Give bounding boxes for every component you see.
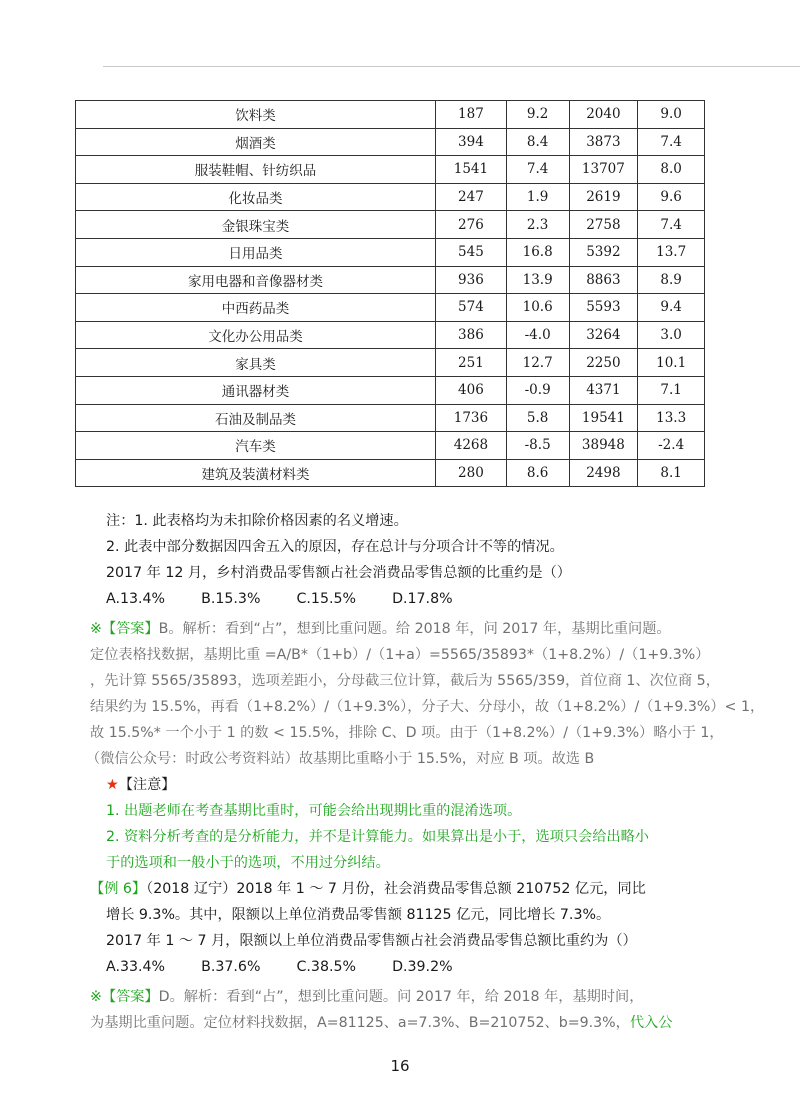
- category-cell: 服装鞋帽、针纺织品: [76, 156, 436, 184]
- value-cell: 1736: [436, 404, 507, 432]
- value-cell: 8.0: [638, 156, 705, 184]
- category-cell: 建筑及装潢材料类: [76, 459, 436, 487]
- value-cell: 8.4: [506, 128, 569, 156]
- value-cell: 545: [436, 238, 507, 266]
- category-cell: 通讯器材类: [76, 376, 436, 404]
- value-cell: 7.4: [638, 128, 705, 156]
- example-6-line-2: 增长 9.3%。其中，限额以上单位消费品零售额 81125 亿元，同比增长 7.3%。: [106, 907, 611, 923]
- value-cell: 10.6: [506, 294, 569, 322]
- value-cell: 2619: [569, 183, 638, 211]
- value-cell: 8.6: [506, 459, 569, 487]
- category-cell: 烟酒类: [76, 128, 436, 156]
- value-cell: 1541: [436, 156, 507, 184]
- value-cell: 5593: [569, 294, 638, 322]
- answer-2-line-1: ※【答案】D。解析：看到“占”，想到比重问题。问 2017 年，给 2018 年，基期时间，: [90, 989, 644, 1005]
- value-cell: 4371: [569, 376, 638, 404]
- table-row: [76, 211, 705, 239]
- value-cell: 936: [436, 266, 507, 294]
- category-cell: 家用电器和音像器材类: [76, 266, 436, 294]
- answer-1-line-1: ※【答案】B。解析：看到“占”，想到比重问题。给 2018 年，问 2017 年，基期比重问题。: [90, 621, 671, 637]
- page-number: 16: [390, 1057, 410, 1075]
- value-cell: 394: [436, 128, 507, 156]
- value-cell: 3264: [569, 321, 638, 349]
- value-cell: 7.4: [506, 156, 569, 184]
- answer-1-line-5: 故 15.5%* 一个小于 1 的数 < 15.5%，排除 C、D 项。由于（1+8.2%）/（1+9.3%）略小于 1，: [90, 725, 724, 741]
- answer-2-line-2: 为基期比重问题。定位材料找数据，A=81125、a=7.3%、B=210752、b=9.3%，代入公: [90, 1015, 673, 1031]
- category-cell: 石油及制品类: [76, 404, 436, 432]
- value-cell: 3.0: [638, 321, 705, 349]
- value-cell: 2758: [569, 211, 638, 239]
- attention-item-2a: 2. 资料分析考查的是分析能力，并不是计算能力。如果算出是小于，选项只会给出略小: [106, 829, 649, 845]
- table-row: [76, 459, 705, 487]
- category-cell: 日用品类: [76, 238, 436, 266]
- value-cell: 9.0: [638, 101, 705, 129]
- value-cell: 13.9: [506, 266, 569, 294]
- value-cell: 13.7: [638, 238, 705, 266]
- value-cell: 247: [436, 183, 507, 211]
- answer-1-line-2: 定位表格找数据，基期比重 =A/B*（1+b）/（1+a）=5565/35893*（1+8.2%）/（1+9.3%）: [90, 647, 710, 663]
- value-cell: 2498: [569, 459, 638, 487]
- table-row: [76, 238, 705, 266]
- value-cell: 2040: [569, 101, 638, 129]
- value-cell: 9.2: [506, 101, 569, 129]
- attention-heading: ★【注意】: [106, 777, 176, 793]
- value-cell: 276: [436, 211, 507, 239]
- value-cell: 9.4: [638, 294, 705, 322]
- table-row: [76, 321, 705, 349]
- answer-1-line-4: 结果约为 15.5%，再看（1+8.2%）/（1+9.3%），分子大、分母小，故（1+8.2%）/（1+9.3%）< 1，: [90, 699, 765, 715]
- category-cell: 汽车类: [76, 432, 436, 460]
- table-row: [76, 294, 705, 322]
- value-cell: 187: [436, 101, 507, 129]
- value-cell: 406: [436, 376, 507, 404]
- answer-1-line-3: ，先计算 5565/35893，选项差距小，分母截三位计算，截后为 5565/359，首位商 1、次位商 5，: [90, 673, 720, 689]
- value-cell: 2.3: [506, 211, 569, 239]
- value-cell: 8.9: [638, 266, 705, 294]
- table-row: [76, 349, 705, 377]
- category-cell: 中西药品类: [76, 294, 436, 322]
- value-cell: -2.4: [638, 432, 705, 460]
- value-cell: 7.4: [638, 211, 705, 239]
- question-2: 2017 年 1 ～ 7 月，限额以上单位消费品零售额占社会消费品零售总额比重约为（）: [106, 933, 637, 949]
- retail-sales-table: [75, 100, 705, 487]
- value-cell: 16.8: [506, 238, 569, 266]
- example-6-line-1: 【例 6】（2018 辽宁）2018 年 1 ～ 7 月份，社会消费品零售总额 210752 亿元，同比: [90, 881, 646, 897]
- value-cell: 3873: [569, 128, 638, 156]
- value-cell: 9.6: [638, 183, 705, 211]
- value-cell: 5392: [569, 238, 638, 266]
- answer-1-line-6: （微信公众号：时政公考资料站）故基期比重略小于 15.5%，对应 B 项。故选 B: [86, 751, 595, 767]
- attention-item-2b: 于的选项和一般小于的选项，不用过分纠结。: [106, 855, 390, 871]
- value-cell: 8863: [569, 266, 638, 294]
- value-cell: 19541: [569, 404, 638, 432]
- value-cell: 386: [436, 321, 507, 349]
- table-row: [76, 376, 705, 404]
- table-row: [76, 128, 705, 156]
- category-cell: 家具类: [76, 349, 436, 377]
- note-2: 2. 此表中部分数据因四舍五入的原因，存在总计与分项合计不等的情况。: [106, 539, 564, 555]
- attention-item-1: 1. 出题老师在考查基期比重时，可能会给出现期比重的混淆选项。: [106, 803, 522, 819]
- value-cell: 2250: [569, 349, 638, 377]
- value-cell: 7.1: [638, 376, 705, 404]
- value-cell: 280: [436, 459, 507, 487]
- category-cell: 金银珠宝类: [76, 211, 436, 239]
- value-cell: -8.5: [506, 432, 569, 460]
- question-2-options: A.33.4% B.37.6% C.38.5% D.39.2%: [106, 959, 453, 975]
- value-cell: 4268: [436, 432, 507, 460]
- category-cell: 化妆品类: [76, 183, 436, 211]
- value-cell: 8.1: [638, 459, 705, 487]
- value-cell: 251: [436, 349, 507, 377]
- value-cell: 1.9: [506, 183, 569, 211]
- value-cell: 5.8: [506, 404, 569, 432]
- star-icon: ★: [106, 777, 119, 793]
- category-cell: 饮料类: [76, 101, 436, 129]
- value-cell: -4.0: [506, 321, 569, 349]
- answer-2-mark: ※【答案】: [90, 989, 159, 1005]
- table-row: [76, 432, 705, 460]
- example-6-label: 【例 6】: [90, 881, 147, 897]
- header-rule: [103, 66, 800, 67]
- question-1: 2017 年 12 月，乡村消费品零售额占社会消费品零售总额的比重约是（）: [106, 565, 571, 581]
- table-row: [76, 101, 705, 129]
- table-row: [76, 266, 705, 294]
- value-cell: 574: [436, 294, 507, 322]
- value-cell: 38948: [569, 432, 638, 460]
- value-cell: 10.1: [638, 349, 705, 377]
- value-cell: -0.9: [506, 376, 569, 404]
- table-row: [76, 404, 705, 432]
- value-cell: 13707: [569, 156, 638, 184]
- value-cell: 12.7: [506, 349, 569, 377]
- table-row: [76, 156, 705, 184]
- answer-1-mark: ※【答案】: [90, 621, 159, 637]
- table-row: [76, 183, 705, 211]
- value-cell: 13.3: [638, 404, 705, 432]
- category-cell: 文化办公用品类: [76, 321, 436, 349]
- note-1: 注：1. 此表格均为未扣除价格因素的名义增速。: [106, 513, 408, 529]
- question-1-options: A.13.4% B.15.3% C.15.5% D.17.8%: [106, 591, 453, 607]
